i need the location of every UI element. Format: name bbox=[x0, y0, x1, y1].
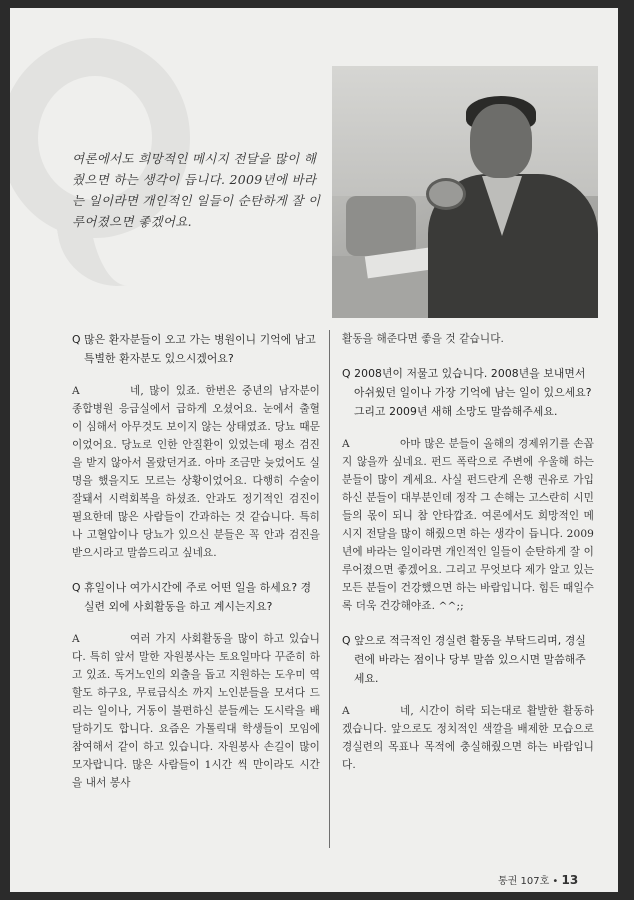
answer-1 bbox=[72, 382, 320, 562]
answer-text: 여러 가지 사회활동을 많이 하고 있습니다. 특히 앞서 말한 자원봉사는 토요일마다 꾸준히 하고 있죠. 독거노인의 외출을 돕고 지원하는 도우미 역할도 하구요, 무료급식소 까지 노인분들을 모셔다 드리는 일이나, 거동이 불편하신 분들께는 도시락을 배달하기도 합니다. 요즘은 가톨릭대 학생들이 모임에 참여해서 같이 하고 있습니다. 자원봉사 손길이 많이 모자랍니다. 많은 사람들이 1시간 씩 만이라도 시간을 내서 봉사 bbox=[72, 633, 320, 789]
question-4: Q 앞으로 적극적인 경실련 활동을 부탁드리며, 경실련에 바라는 점이나 당부 말씀 있으시면 말씀해주세요. bbox=[342, 634, 586, 685]
answer-label: A bbox=[72, 633, 80, 645]
question-1: Q 많은 환자분들이 오고 가는 병원이니 기억에 남고 특별한 환자분도 있으시겠어요? bbox=[72, 333, 316, 365]
answer-4 bbox=[342, 702, 594, 774]
answer-2-continued: 활동을 해준다면 좋을 것 같습니다. bbox=[342, 333, 505, 345]
answer-text: 아마 많은 분들이 올해의 경제위기를 손꼽지 않을까 싶네요. 펀드 폭락으로 주변에 우울해 하는 분들이 많이 계세요. 사실 펀드란게 은행 권유로 가입하신 분들이 대부분인데 정작 그 손해는 고스란히 시민들의 몫이 되니 참 안타깝죠. 여론에서도 희망적인 메시지 전달을 많이 해줬으면 하는 생각이 듭니다. 2009년에 바라는 일이라면 개인적인 일들이 순탄하게 잘 이루어졌으면 좋겠어요. 그리고 무엇보다 제가 알고 있는 모든 분들이 건강했으면 하는 바람입니다. 힘든 때일수록 더욱 건강해야죠. ^^;; bbox=[342, 438, 594, 612]
column-divider bbox=[329, 330, 330, 848]
question-3: Q 2008년이 저물고 있습니다. 2008년을 보내면서 아쉬웠던 일이나 가장 기억에 남는 일이 있으세요? 그리고 2009년 새해 소망도 말씀해주세요. bbox=[342, 367, 592, 418]
page-number: 13 bbox=[561, 873, 579, 887]
page-footer bbox=[498, 872, 578, 887]
answer-text: 네, 시간이 허락 되는대로 활발한 활동하겠습니다. 앞으로도 정치적인 색깔을 배제한 모습으로 경실련의 목표나 목적에 충실해줬으면 하는 바람입니다. bbox=[342, 705, 594, 771]
magazine-page bbox=[10, 8, 618, 892]
interview-photo bbox=[332, 66, 598, 318]
answer-label: A bbox=[342, 438, 350, 450]
issue-label: 통권 107호 • bbox=[498, 876, 559, 887]
answer-3 bbox=[342, 435, 594, 615]
answer-text: 네, 많이 있죠. 한번은 중년의 남자분이 종합병원 응급실에서 급하게 오셨어요. 눈에서 출혈이 심해서 아무것도 보이지 않는 상태였죠. 당뇨 때문이었어요. 당뇨로 인한 안질환이 있었는데 평소 검진을 받지 않아서 몰랐던거죠. 아마 조금만 늦었어도 실명을 했을지도 모르는 상황이었어요. 다행히 수술이 잘돼서 시력회복을 하셨죠. 안과도 정기적인 검진이 필요한데 많은 사람들이 간과하는 것 같습니다. 특히나 고혈압이나 당뇨가 있으신 분들은 꼭 안과 검진을 받으시라고 말씀드리고 싶네요. bbox=[72, 385, 320, 559]
answer-2 bbox=[72, 630, 320, 792]
right-column bbox=[342, 330, 594, 790]
pull-quote: 여론에서도 희망적인 메시지 전달을 많이 해줬으면 하는 생각이 듭니다. 2009년에 바라는 일이라면 개인적인 일들이 순탄하게 잘 이루어졌으면 좋겠어요. bbox=[72, 151, 321, 229]
left-column bbox=[72, 330, 320, 808]
question-2: Q 휴일이나 여가시간에 주로 어떤 일을 하세요? 경실련 외에 사회활동을 하고 계시는지요? bbox=[72, 581, 312, 613]
answer-label: A bbox=[342, 705, 350, 717]
answer-label: A bbox=[72, 385, 80, 397]
